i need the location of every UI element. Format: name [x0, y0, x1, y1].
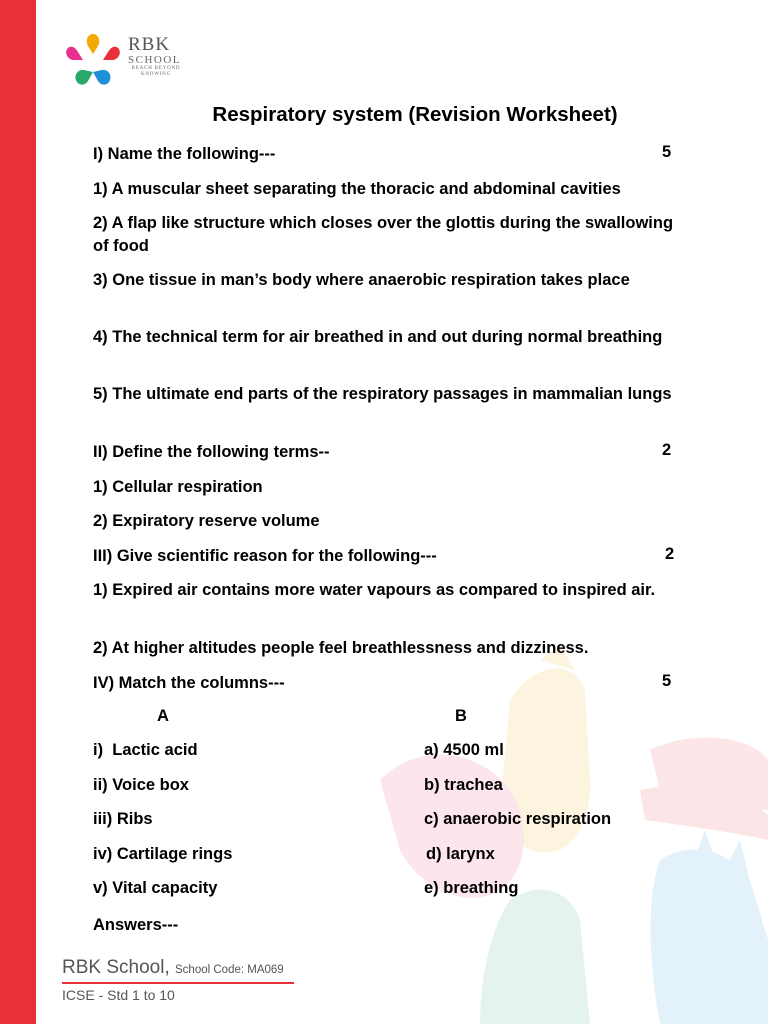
brand-school: SCHOOL — [128, 54, 182, 66]
section-3-item-1: 1) Expired air contains more water vapours as compared to inspired air. — [93, 581, 656, 599]
section-2-heading: II) Define the following terms-- — [93, 443, 330, 461]
section-1-item-4: 4) The technical term for air breathed in and out during normal breathing — [93, 328, 663, 346]
section-2-item-1: 1) Cellular respiration — [93, 478, 263, 496]
match-left-item-5: v) Vital capacity — [93, 879, 218, 897]
section-2-marks: 2 — [662, 441, 672, 459]
footer-divider — [62, 982, 294, 984]
match-right-item-5: e) breathing — [424, 879, 519, 897]
section-3-heading: III) Give scientific reason for the following--- — [93, 547, 437, 565]
section-1-item-1: 1) A muscular sheet separating the thoracic and abdominal cavities — [93, 180, 621, 198]
match-left-item-1: i) Lactic acid — [93, 741, 198, 759]
section-1-item-2: 2) A flap like structure which closes over the glottis during the swallowing of food — [93, 214, 674, 255]
match-right-item-1: a) 4500 ml — [424, 741, 504, 759]
decorative-hands-watermark — [360, 640, 768, 1024]
brand-tagline-1: REACH BEYOND — [131, 66, 181, 71]
section-3-item-2: 2) At higher altitudes people feel breathlessness and dizziness. — [93, 639, 589, 657]
match-left-item-2: ii) Voice box — [93, 776, 189, 794]
match-right-item-2: b) trachea — [424, 776, 503, 794]
rbk-logo-icon — [62, 30, 124, 88]
footer-subtitle: ICSE - Std 1 to 10 — [62, 987, 175, 1003]
section-4-heading: IV) Match the columns--- — [93, 674, 285, 692]
footer-school-name — [62, 957, 284, 979]
match-column-a-header: A — [157, 707, 169, 725]
section-4-marks: 5 — [662, 672, 672, 690]
match-right-item-3: c) anaerobic respiration — [424, 810, 612, 828]
match-right-item-4: d) larynx — [426, 845, 495, 863]
match-left-item-4: iv) Cartilage rings — [93, 845, 233, 863]
brand-tagline-2: KNOWING — [140, 72, 172, 77]
section-1-marks: 5 — [662, 143, 672, 161]
match-column-b-header: B — [455, 707, 467, 725]
section-2-item-2: 2) Expiratory reserve volume — [93, 512, 320, 530]
footer-school-code: School Code: MA069 — [175, 964, 284, 976]
section-1-item-5: 5) The ultimate end parts of the respiratory passages in mammalian lungs — [93, 385, 672, 403]
footer-school-name-text: RBK School, — [62, 957, 170, 978]
page-title: Respiratory system (Revision Worksheet) — [212, 103, 618, 126]
match-left-item-3: iii) Ribs — [93, 810, 153, 828]
answers-label: Answers--- — [93, 916, 179, 934]
brand-block — [128, 36, 184, 78]
section-1-item-3: 3) One tissue in man’s body where anaerobic respiration takes place — [93, 271, 630, 289]
section-3-marks: 2 — [665, 545, 675, 563]
brand-name: RBK — [128, 34, 171, 55]
left-margin-bar — [0, 0, 36, 1024]
section-1-heading: I) Name the following--- — [93, 145, 276, 163]
